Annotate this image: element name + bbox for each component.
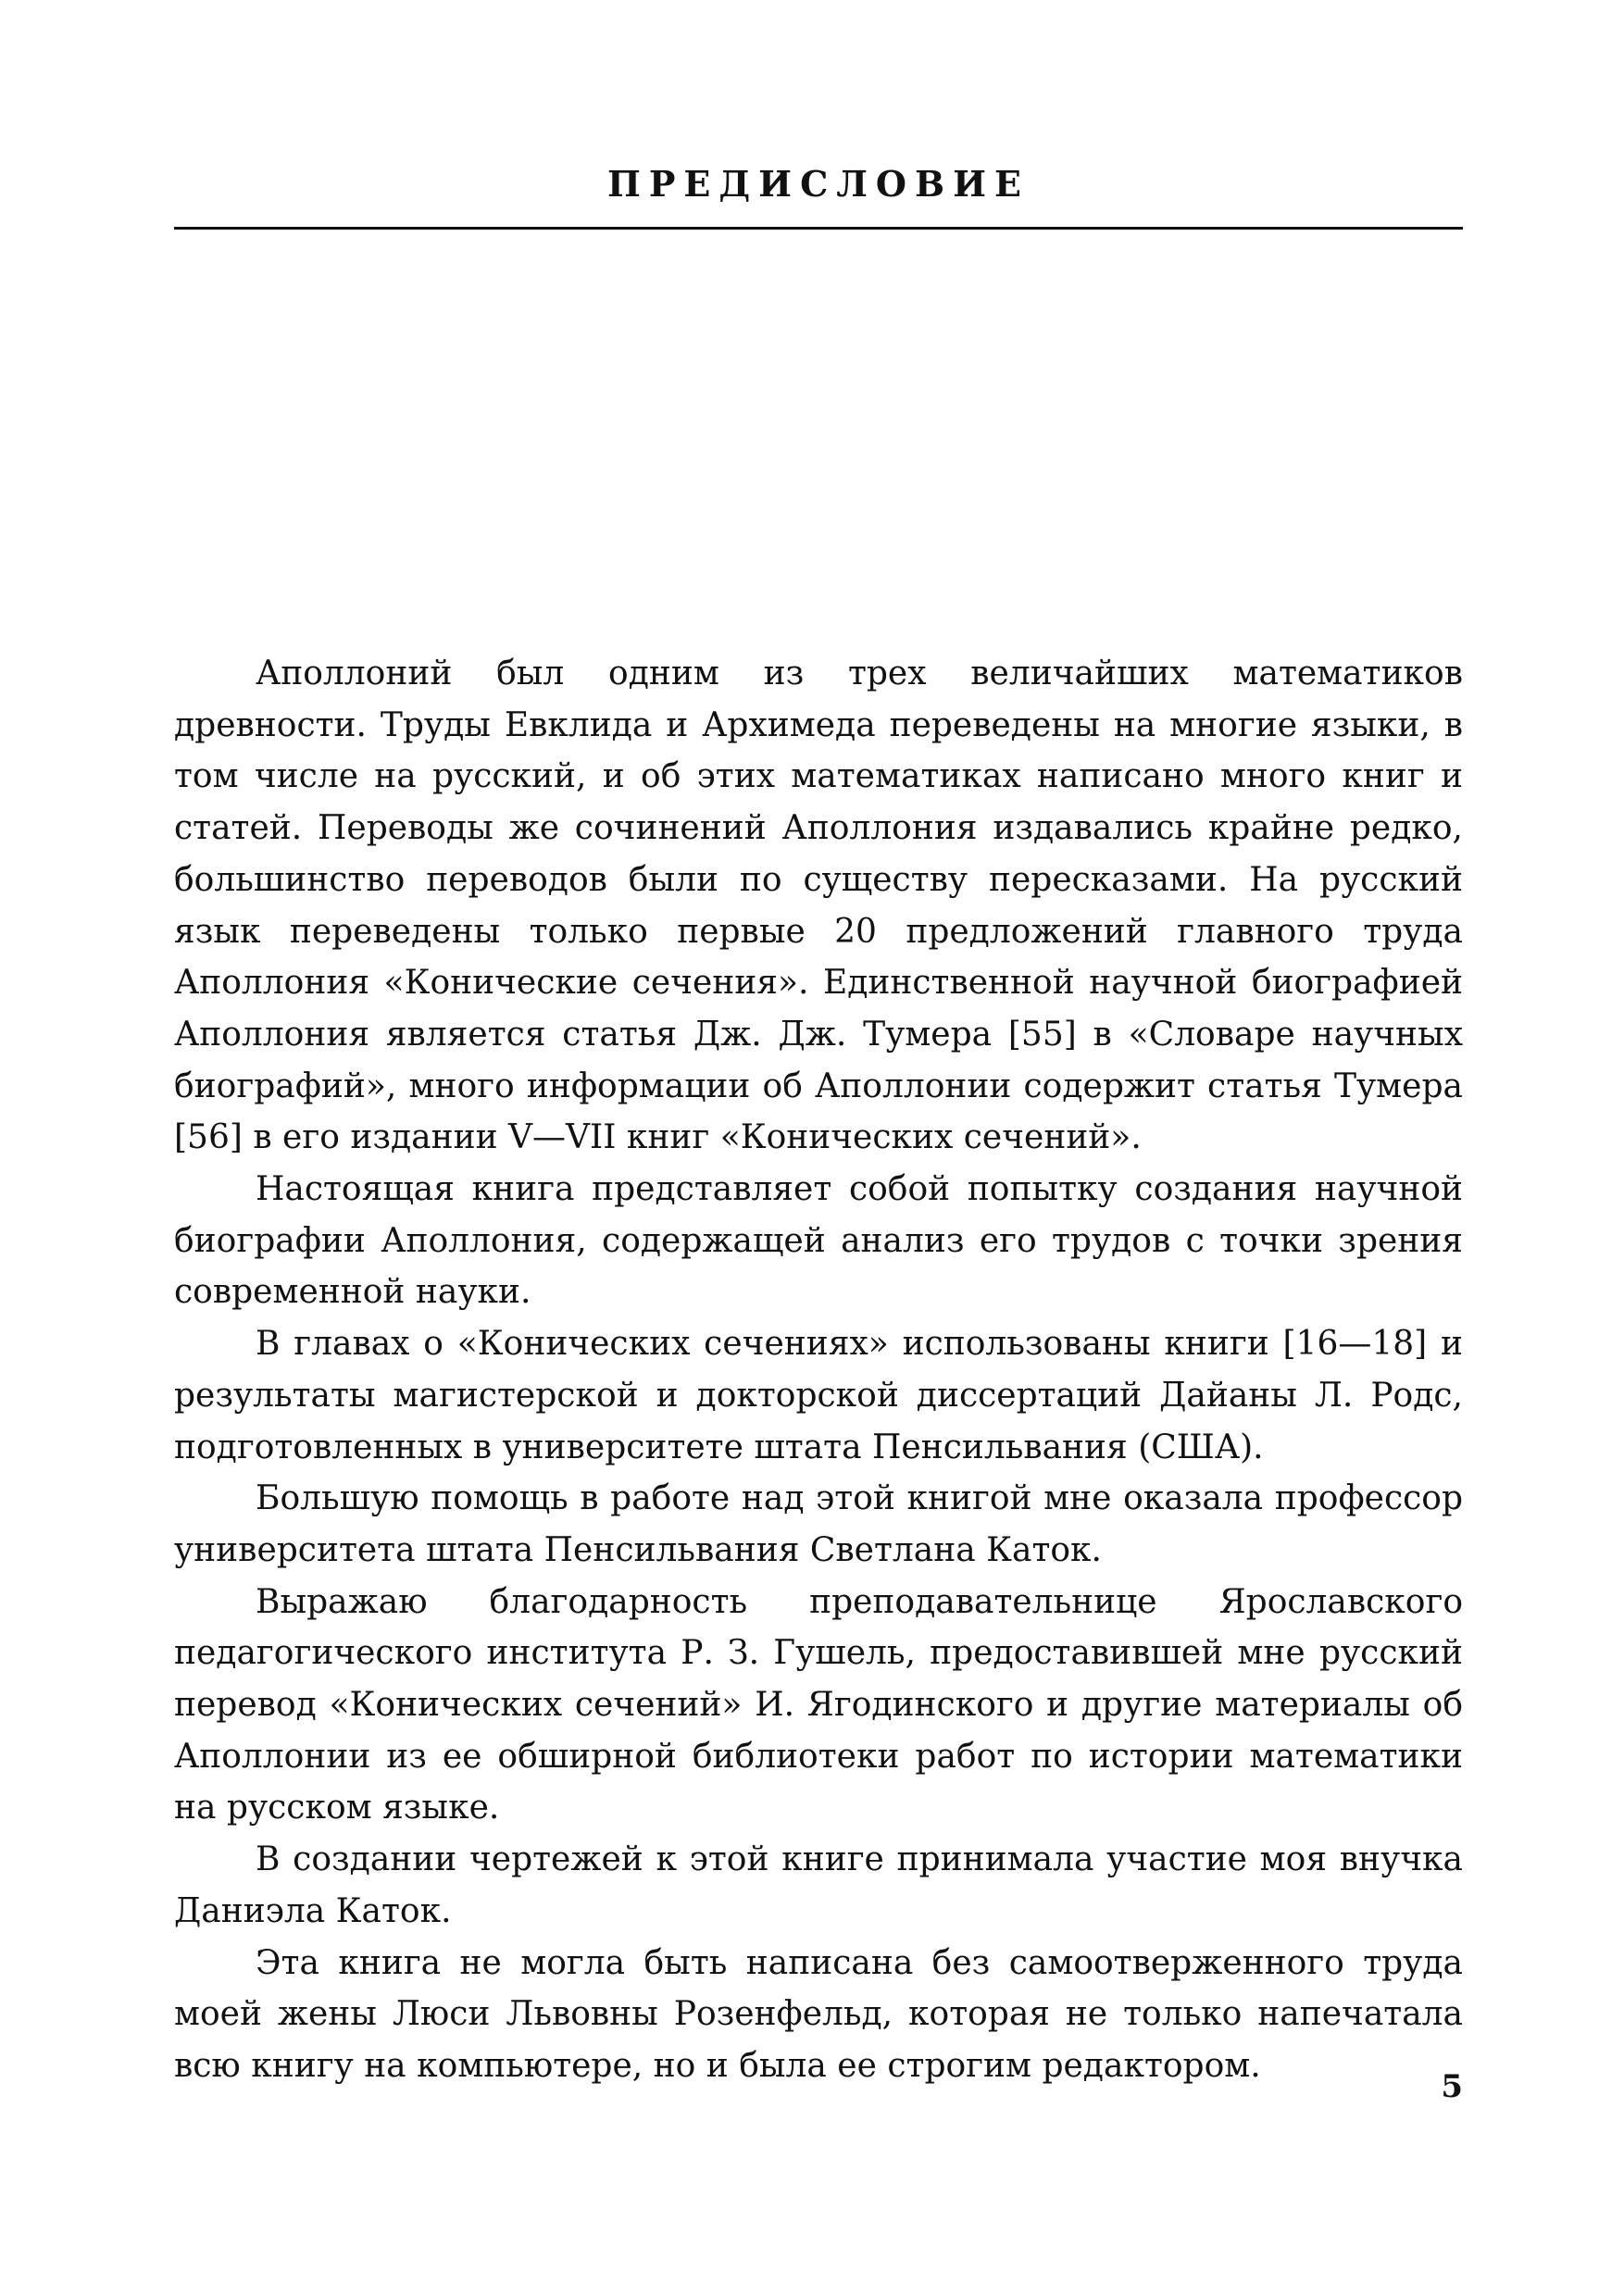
page-title: ПРЕДИСЛОВИЕ — [606, 163, 1031, 205]
paragraph-3: В главах о «Конических сечениях» использованы книги [16—18] и результаты магистерской и докторской диссертаций Дайаны Л. Родс, подготовленных в университете штата Пенсильвания (США). — [174, 1325, 1463, 1466]
paragraph-2: Настоящая книга представляет собой попытку создания научной биографии Аполлония, содержащей анализ его трудов с точки зрения современной науки. — [174, 1170, 1463, 1312]
paragraph-4: Большую помощь в работе над этой книгой мне оказала профессор университета штата Пенсильвания Светлана Каток. — [174, 1479, 1463, 1569]
title-rule — [174, 227, 1463, 230]
paragraph-6: В создании чертежей к этой книге принимала участие моя внучка Даниэла Каток. — [174, 1840, 1463, 1930]
paragraph-7: Эта книга не могла быть написана без самоотверженного труда моей жены Люси Львовны Розенфельд, которая не только напечатала всю книгу на компьютере, но и была ее строгим редактором. — [174, 1943, 1463, 2085]
paragraph-5: Выражаю благодарность преподавательнице Ярославского педагогического института Р. З. Гушель, предоставившей мне русский перевод «Конических сечений» И. Ягодинского и другие материалы об Аполлонии из ее обширной библиотеки работ по истории математики на русском языке. — [174, 1582, 1463, 1827]
paragraph-1: Аполлоний был одним из трех величайших математиков древности. Труды Евклида и Архимеда переведены на многие языки, в том числе на русский, и об этих математиках написано много книг и статей. Переводы же сочинений Аполлония издавались крайне редко, большинство переводов были по существу пересказами. На русский язык переведены только первые 20 предложений главного труда Аполлония «Конические сечения». Единственной научной биографией Аполлония является статья Дж. Дж. Тумера [55] в «Словаре научных биографий», много информации об Аполлонии содержит статья Тумера [56] в его издании V—VII книг «Конических сечений». — [174, 655, 1463, 1157]
page-number: 5 — [1441, 2068, 1463, 2105]
preface-body — [174, 648, 1463, 2092]
